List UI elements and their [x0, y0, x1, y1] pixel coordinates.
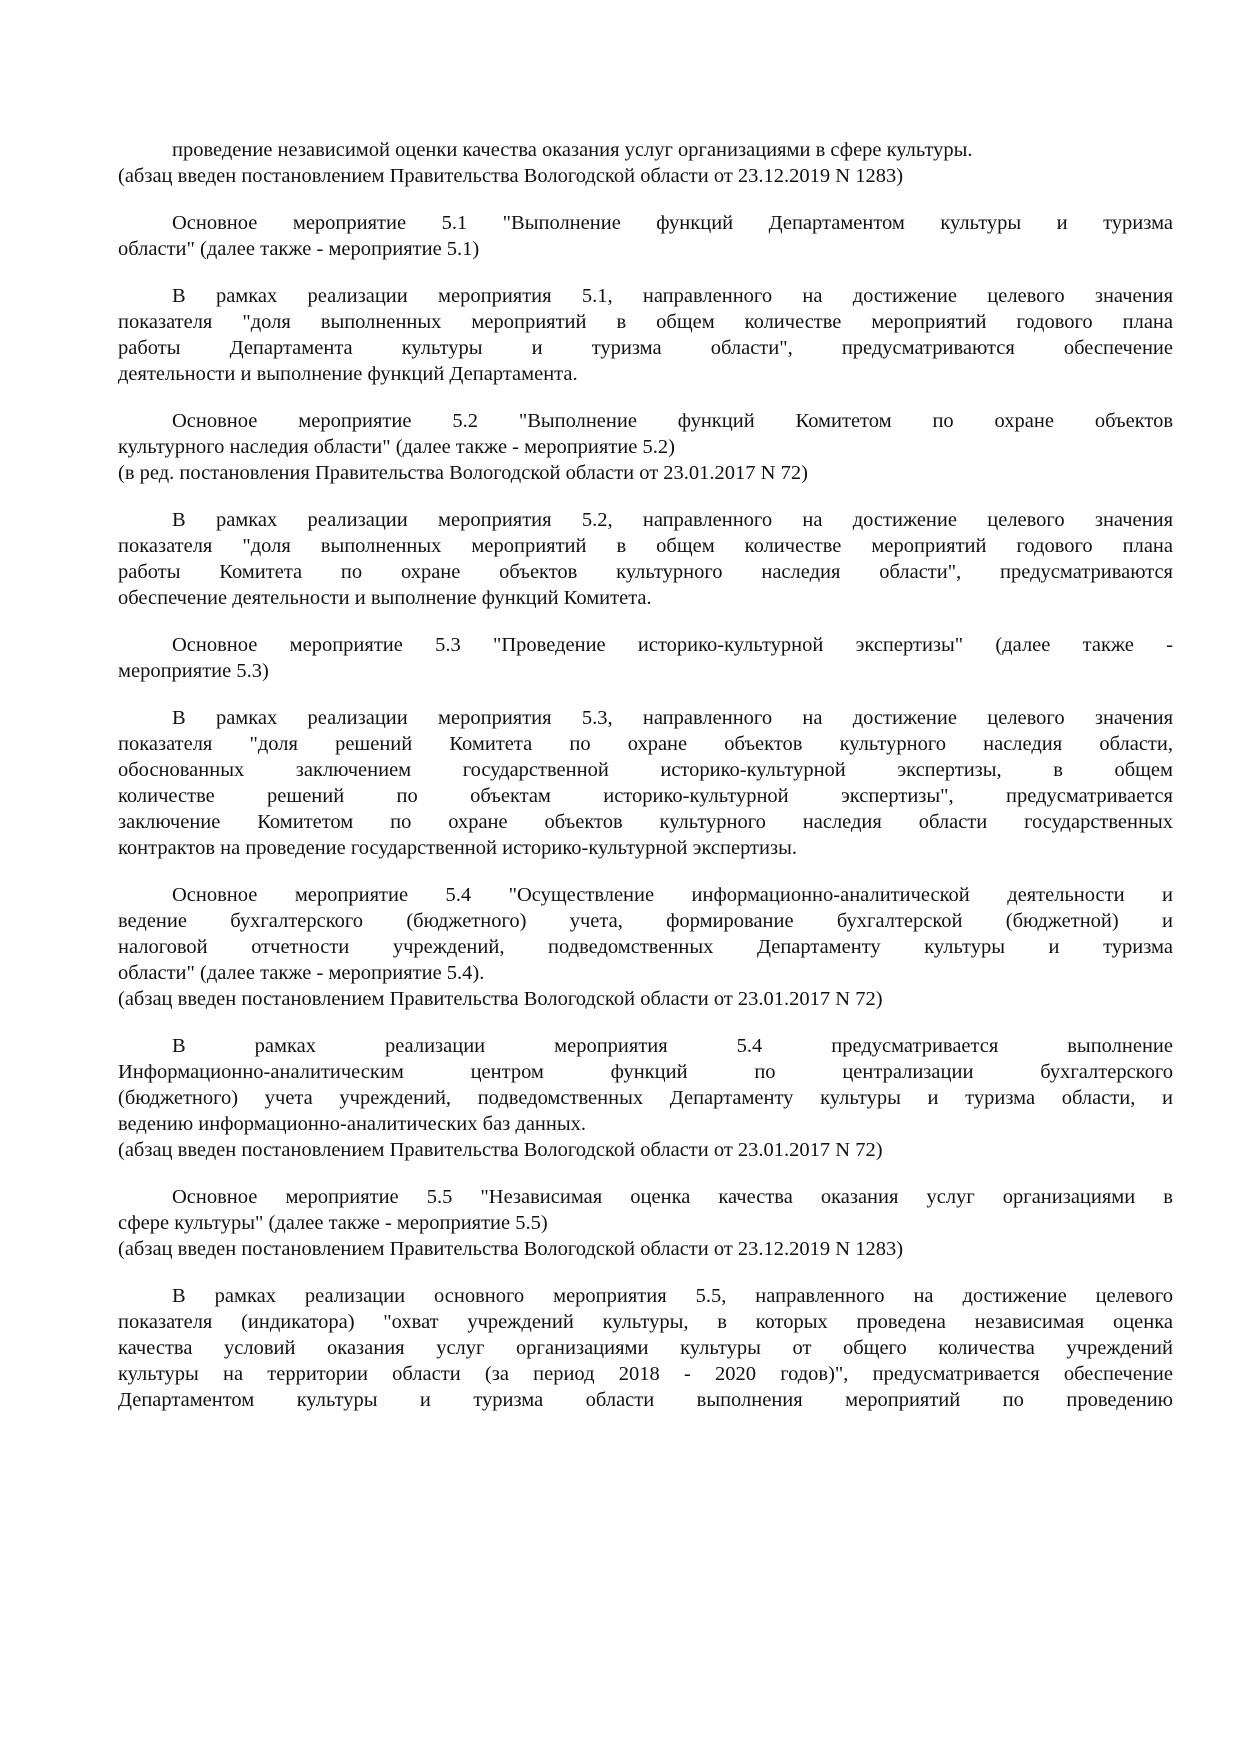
- text-line: Основное мероприятие 5.1 "Выполнение функций Департаментом культуры и туризма: [172, 212, 1173, 234]
- text-line: Департаментом культуры и туризма области выполнения мероприятий по проведению: [118, 1389, 1173, 1411]
- paragraph: [118, 408, 1173, 486]
- text-line: культуры на территории области (за период 2018 - 2020 годов)", предусматривается обеспечение: [118, 1363, 1173, 1385]
- text-line: количестве решений по объектам историко-культурной экспертизы", предусматривается: [118, 785, 1173, 807]
- paragraph: [118, 882, 1173, 1012]
- text-line: Основное мероприятие 5.4 "Осуществление информационно-аналитической деятельности и: [172, 884, 1173, 906]
- text-line: заключение Комитетом по охране объектов культурного наследия области государственных: [118, 811, 1173, 833]
- text-line: В рамках реализации основного мероприятия 5.5, направленного на достижение целевого: [172, 1285, 1173, 1307]
- text-line: показателя "доля выполненных мероприятий в общем количестве мероприятий годового плана: [118, 535, 1173, 557]
- text-line: области" (далее также - мероприятие 5.4).: [118, 962, 485, 984]
- text-line: Информационно-аналитическим центром функций по централизации бухгалтерского: [118, 1061, 1173, 1083]
- text-line: области" (далее также - мероприятие 5.1): [118, 238, 480, 260]
- text-line: Основное мероприятие 5.3 "Проведение историко-культурной экспертизы" (далее также -: [172, 634, 1173, 656]
- text-line: обоснованных заключением государственной историко-культурной экспертизы, в общем: [118, 759, 1173, 781]
- paragraph: [118, 137, 1173, 189]
- paragraph: [118, 705, 1173, 861]
- paragraph: [118, 210, 1173, 262]
- text-line: контрактов на проведение государственной историко-культурной экспертизы.: [118, 837, 797, 859]
- text-line: ведение бухгалтерского (бюджетного) учета, формирование бухгалтерской (бюджетной) и: [118, 910, 1173, 932]
- text-line: (в ред. постановления Правительства Вологодской области от 23.01.2017 N 72): [118, 462, 808, 484]
- text-line: (абзац введен постановлением Правительства Вологодской области от 23.12.2019 N 1283): [118, 1238, 904, 1260]
- text-line: В рамках реализации мероприятия 5.4 предусматривается выполнение: [172, 1035, 1173, 1057]
- text-line: В рамках реализации мероприятия 5.3, направленного на достижение целевого значения: [172, 707, 1173, 729]
- text-line: В рамках реализации мероприятия 5.1, направленного на достижение целевого значения: [172, 285, 1173, 307]
- text-line: (абзац введен постановлением Правительства Вологодской области от 23.01.2017 N 72): [118, 988, 883, 1010]
- text-line: (абзац введен постановлением Правительства Вологодской области от 23.01.2017 N 72): [118, 1139, 883, 1161]
- text-line: показателя "доля выполненных мероприятий в общем количестве мероприятий годового плана: [118, 311, 1173, 333]
- paragraph: [118, 1283, 1173, 1413]
- paragraph: [118, 632, 1173, 684]
- text-line: сфере культуры" (далее также - мероприятие 5.5): [118, 1212, 548, 1234]
- text-line: мероприятие 5.3): [118, 660, 269, 682]
- text-line: (абзац введен постановлением Правительства Вологодской области от 23.12.2019 N 1283): [118, 165, 904, 187]
- text-line: показателя "доля решений Комитета по охране объектов культурного наследия области,: [118, 733, 1173, 755]
- paragraph: [118, 1033, 1173, 1163]
- paragraph: [118, 283, 1173, 387]
- paragraph: [118, 1184, 1173, 1262]
- text-line: деятельности и выполнение функций Департамента.: [118, 363, 578, 385]
- text-line: В рамках реализации мероприятия 5.2, направленного на достижение целевого значения: [172, 509, 1173, 531]
- text-line: (бюджетного) учета учреждений, подведомственных Департаменту культуры и туризма области, и: [118, 1087, 1173, 1109]
- paragraph: [118, 507, 1173, 611]
- text-line: культурного наследия области" (далее также - мероприятие 5.2): [118, 436, 675, 458]
- text-line: работы Комитета по охране объектов культурного наследия области", предусматриваются: [118, 561, 1173, 583]
- text-line: показателя (индикатора) "охват учреждений культуры, в которых проведена независимая оценка: [118, 1311, 1173, 1333]
- text-line: налоговой отчетности учреждений, подведомственных Департаменту культуры и туризма: [118, 936, 1173, 958]
- text-line: качества условий оказания услуг организациями культуры от общего количества учреждений: [118, 1337, 1173, 1359]
- text-line: ведению информационно-аналитических баз данных.: [118, 1113, 587, 1135]
- document-page: [118, 137, 1173, 1434]
- text-line: Основное мероприятие 5.2 "Выполнение функций Комитетом по охране объектов: [172, 410, 1173, 432]
- text-line: Основное мероприятие 5.5 "Независимая оценка качества оказания услуг организациями в: [172, 1186, 1173, 1208]
- text-line: обеспечение деятельности и выполнение функций Комитета.: [118, 587, 652, 609]
- text-line: работы Департамента культуры и туризма области", предусматриваются обеспечение: [118, 337, 1173, 359]
- text-line: проведение независимой оценки качества оказания услуг организациями в сфере культуры.: [172, 139, 973, 161]
